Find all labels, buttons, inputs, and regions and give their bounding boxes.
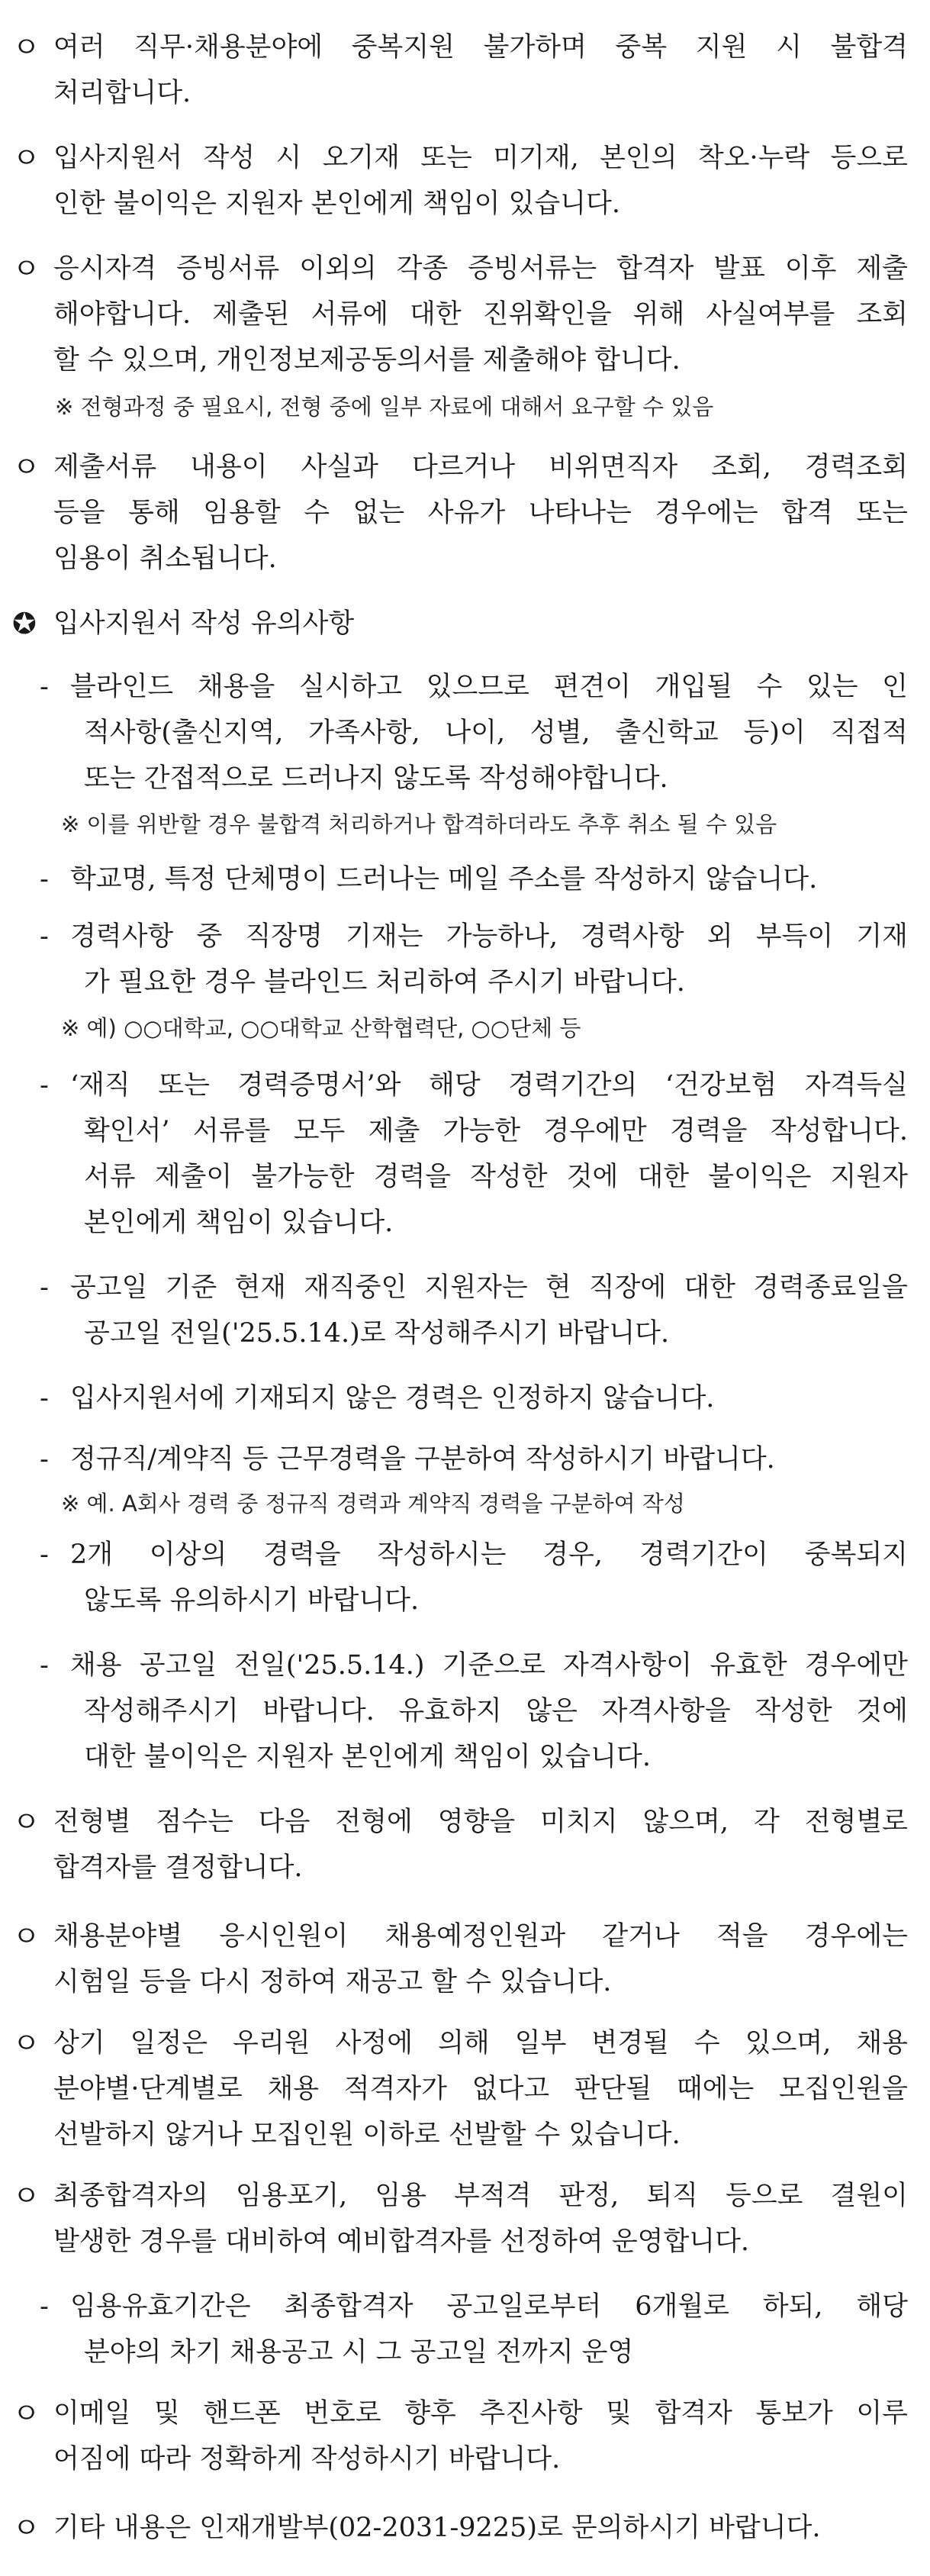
paragraph-line: 블라인드 채용을 실시하고 있으므로 편견이 개입될 수 있는 인 bbox=[70, 672, 908, 702]
paragraph-line: 최종합격자의 임용포기, 임용 부적격 판정, 퇴직 등으로 결원이 bbox=[53, 2181, 908, 2211]
paragraph-line: 공고일 전일('25.5.14.)로 작성해주시기 바랍니다. bbox=[84, 1318, 670, 1349]
reference-note: ※ 예) ○○대학교, ○○대학교 산학협력단, ○○단체 등 bbox=[61, 1015, 581, 1041]
dash-bullet-icon: - bbox=[40, 1070, 49, 1101]
reference-note: ※ 전형과정 중 필요시, 전형 중에 일부 자료에 대해서 요구할 수 있음 bbox=[55, 394, 714, 420]
dash-bullet-icon: - bbox=[40, 1539, 49, 1570]
paragraph-line: 상기 일정은 우리원 사정에 의해 일부 변경될 수 있으며, 채용 bbox=[53, 2028, 908, 2059]
reference-note: ※ 이를 위반할 경우 불합격 처리하거나 합격하더라도 추후 취소 될 수 있음 bbox=[61, 811, 777, 837]
paragraph-line: 적사항(출신지역, 가족사항, 나이, 성별, 출신학교 등)이 직접적 bbox=[84, 717, 908, 748]
paragraph-line: 할 수 있으며, 개인정보제공동의서를 제출해야 합니다. bbox=[53, 345, 681, 376]
paragraph-line: 어짐에 따라 정확하게 작성하시기 바랍니다. bbox=[53, 2444, 561, 2474]
reference-note: ※ 예. A회사 경력 중 정규직 경력과 계약직 경력을 구분하여 작성 bbox=[61, 1491, 685, 1517]
circle-bullet-icon: ㅇ bbox=[12, 1920, 40, 1953]
paragraph-line: 채용 공고일 전일('25.5.14.) 기준으로 자격사항이 유효한 경우에만 bbox=[70, 1650, 908, 1681]
dash-bullet-icon: - bbox=[40, 2291, 49, 2322]
paragraph-line: 2개 이상의 경력을 작성하시는 경우, 경력기간이 중복되지 bbox=[70, 1539, 908, 1570]
circle-bullet-icon: ㅇ bbox=[12, 450, 40, 484]
circle-bullet-icon: ㅇ bbox=[12, 2511, 40, 2545]
paragraph-line: 가 필요한 경우 블라인드 처리하여 주시기 바랍니다. bbox=[84, 967, 685, 998]
paragraph-line: 입사지원서 작성 시 오기재 또는 미기재, 본인의 착오·누락 등으로 bbox=[53, 143, 908, 173]
paragraph-line: 입사지원서에 기재되지 않은 경력은 인정하지 않습니다. bbox=[70, 1383, 715, 1414]
star-bullet-icon: ✪ bbox=[12, 607, 37, 640]
paragraph-line: 경력사항 중 직장명 기재는 가능하나, 경력사항 외 부득이 기재 bbox=[70, 921, 908, 952]
paragraph-line: 입사지원서 작성 유의사항 bbox=[53, 608, 355, 639]
dash-bullet-icon: - bbox=[40, 1383, 49, 1414]
paragraph-line: 정규직/계약직 등 근무경력을 구분하여 작성하시기 바랍니다. bbox=[70, 1444, 775, 1475]
dash-bullet-icon: - bbox=[40, 1272, 49, 1303]
paragraph-line: 시험일 등을 다시 정하여 재공고 할 수 있습니다. bbox=[53, 1967, 612, 1997]
paragraph-line: 공고일 기준 현재 재직중인 지원자는 현 직장에 대한 경력종료일을 bbox=[70, 1272, 908, 1303]
circle-bullet-icon: ㅇ bbox=[12, 31, 40, 64]
paragraph-line: 처리합니다. bbox=[53, 78, 191, 108]
circle-bullet-icon: ㅇ bbox=[12, 1805, 40, 1839]
paragraph-line: 기타 내용은 인재개발부(02-2031-9225)로 문의하시기 바랍니다. bbox=[53, 2513, 821, 2543]
paragraph-line: 응시자격 증빙서류 이외의 각종 증빙서류는 합격자 발표 이후 제출 bbox=[53, 253, 908, 284]
circle-bullet-icon: ㅇ bbox=[12, 2179, 40, 2213]
circle-bullet-icon: ㅇ bbox=[12, 141, 40, 175]
paragraph-line: 또는 간접적으로 드러나지 않도록 작성해야합니다. bbox=[84, 763, 668, 794]
paragraph-line: 작성해주시기 바랍니다. 유효하지 않은 자격사항을 작성한 것에 bbox=[84, 1696, 908, 1726]
paragraph-line: 등을 통해 임용할 수 없는 사유가 나타나는 경우에는 합격 또는 bbox=[53, 498, 908, 528]
dash-bullet-icon: - bbox=[40, 1650, 49, 1681]
paragraph-line: 분야의 차기 채용공고 시 그 공고일 전까지 운영 bbox=[84, 2337, 634, 2368]
paragraph-line: 여러 직무·채용분야에 중복지원 불가하며 중복 지원 시 불합격 bbox=[53, 32, 908, 63]
dash-bullet-icon: - bbox=[40, 1444, 49, 1475]
paragraph-line: 전형별 점수는 다음 전형에 영향을 미치지 않으며, 각 전형별로 bbox=[53, 1807, 908, 1837]
paragraph-line: 대한 불이익은 지원자 본인에게 책임이 있습니다. bbox=[84, 1742, 651, 1772]
paragraph-line: 학교명, 특정 단체명이 드러나는 메일 주소를 작성하지 않습니다. bbox=[70, 864, 818, 895]
paragraph-line: 선발하지 않거나 모집인원 이하로 선발할 수 있습니다. bbox=[53, 2120, 681, 2150]
paragraph-line: 합격자를 결정합니다. bbox=[53, 1852, 303, 1883]
circle-bullet-icon: ㅇ bbox=[12, 252, 40, 285]
paragraph-line: 서류 제출이 불가능한 경력을 작성한 것에 대한 불이익은 지원자 bbox=[84, 1162, 908, 1192]
paragraph-line: 임용유효기간은 최종합격자 공고일로부터 6개월로 하되, 해당 bbox=[70, 2291, 908, 2322]
paragraph-line: ‘재직 또는 경력증명서’와 해당 경력기간의 ‘건강보험 자격득실 bbox=[70, 1070, 908, 1101]
paragraph-line: 발생한 경우를 대비하여 예비합격자를 선정하여 운영합니다. bbox=[53, 2226, 750, 2257]
paragraph-line: 본인에게 책임이 있습니다. bbox=[84, 1207, 394, 1238]
paragraph-line: 제출서류 내용이 사실과 다르거나 비위면직자 조회, 경력조회 bbox=[53, 452, 908, 482]
paragraph-line: 해야합니다. 제출된 서류에 대한 진위확인을 위해 사실여부를 조회 bbox=[53, 299, 908, 330]
paragraph-line: 확인서’ 서류를 모두 제출 가능한 경우에만 경력을 작성합니다. bbox=[84, 1116, 908, 1146]
paragraph-line: 채용분야별 응시인원이 채용예정인원과 같거나 적을 경우에는 bbox=[53, 1921, 908, 1952]
circle-bullet-icon: ㅇ bbox=[12, 2026, 40, 2060]
paragraph-line: 인한 불이익은 지원자 본인에게 책임이 있습니다. bbox=[53, 189, 620, 219]
paragraph-line: 이메일 및 핸드폰 번호로 향후 추진사항 및 합격자 통보가 이루 bbox=[53, 2398, 908, 2429]
dash-bullet-icon: - bbox=[40, 864, 49, 895]
dash-bullet-icon: - bbox=[40, 921, 49, 952]
paragraph-line: 임용이 취소됩니다. bbox=[53, 543, 277, 574]
paragraph-line: 분야별·단계별로 채용 적격자가 없다고 판단될 때에는 모집인원을 bbox=[53, 2074, 908, 2104]
paragraph-line: 않도록 유의하시기 바랍니다. bbox=[84, 1585, 420, 1616]
dash-bullet-icon: - bbox=[40, 672, 49, 702]
circle-bullet-icon: ㅇ bbox=[12, 2397, 40, 2430]
